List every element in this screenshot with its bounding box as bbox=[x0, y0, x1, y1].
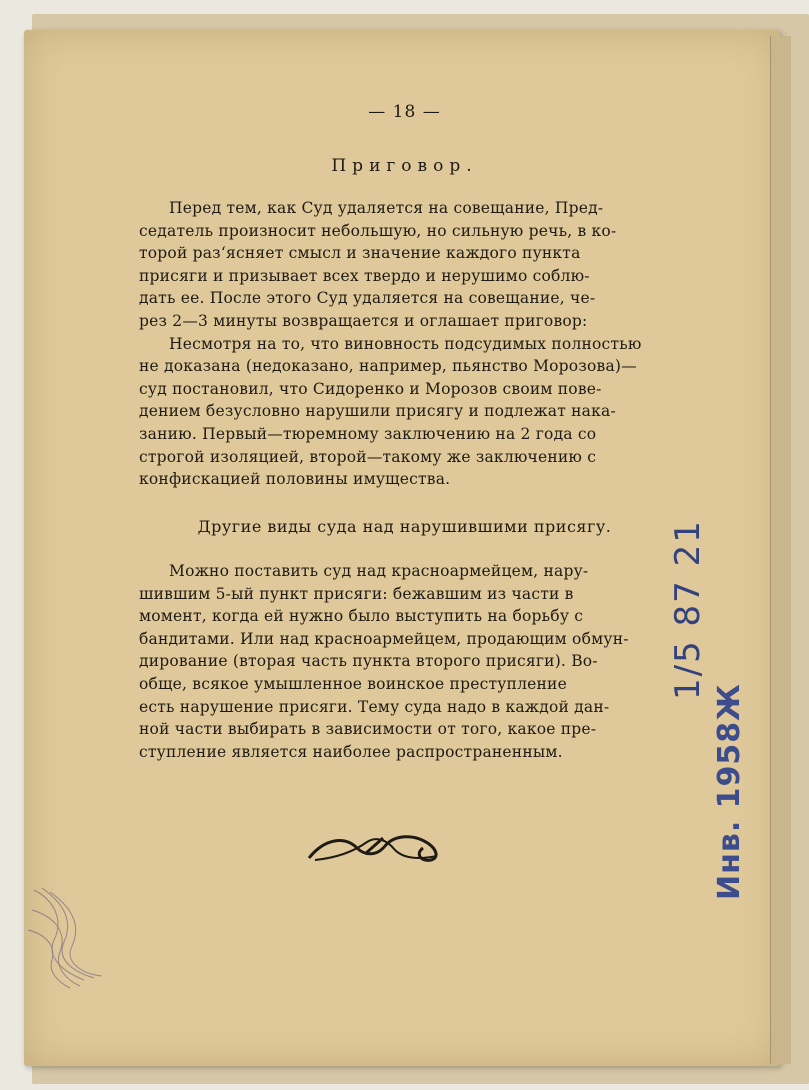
page-edge bbox=[770, 36, 791, 1064]
text-line: рез 2—3 минуты возвращается и оглашает приговор: bbox=[139, 311, 588, 330]
text-line: торой раз‘ясняет смысл и значение каждого пункта bbox=[139, 244, 581, 263]
paragraph-other-trials bbox=[139, 560, 659, 763]
ink-smudge bbox=[24, 880, 114, 990]
text-line: присяги и призывает всех твердо и нерушимо соблю- bbox=[139, 266, 590, 285]
text-line: Можно поставить суд над красноармейцем, нару- bbox=[169, 562, 589, 580]
text-line: бандитами. Или над красноармейцем, продающим обмун- bbox=[139, 629, 629, 648]
text-line: момент, когда ей нужно было выступить на борьбу с bbox=[139, 607, 584, 626]
paragraph-verdict bbox=[139, 197, 659, 491]
text-line: есть нарушение присяги. Тему суда надо в каждой дан- bbox=[139, 697, 610, 716]
heading-other-trials: Другие виды суда над нарушившими присягу. bbox=[197, 517, 612, 536]
text-line: Перед тем, как Суд удаляется на совещание, Пред- bbox=[169, 199, 604, 217]
ornament-icon bbox=[305, 828, 445, 866]
text-line: шившим 5-ый пункт присяги: бежавшим из части в bbox=[139, 584, 574, 603]
text-line: ной части выбирать в зависимости от того, какое пре- bbox=[139, 720, 597, 739]
text-line: суд постановил, что Сидоренко и Морозов своим пове- bbox=[139, 379, 602, 398]
text-line: не доказана (недоказано, например, пьянство Морозова)— bbox=[139, 357, 637, 376]
text-line: строгой изоляцией, второй—такому же заключению с bbox=[139, 447, 597, 466]
handwritten-number: 1/5 87 21 bbox=[668, 519, 708, 700]
inventory-stamp: Инв. 1958Ж bbox=[712, 683, 747, 900]
text-line: занию. Первый—тюремному заключению на 2 года со bbox=[139, 424, 597, 443]
text-line: обще, всякое умышленное воинское преступление bbox=[139, 674, 567, 693]
text-line: Несмотря на то, что виновность подсудимых полностью bbox=[169, 334, 642, 353]
text-line: дирование (вторая часть пункта второго присяги). Во- bbox=[139, 652, 598, 671]
text-line: конфискацией половины имущества. bbox=[139, 470, 451, 489]
text-line: седатель произносит небольшую, но сильную речь, в ко- bbox=[139, 221, 617, 240]
text-line: дением безусловно нарушили присягу и подлежат нака- bbox=[139, 402, 616, 421]
book-page bbox=[24, 30, 780, 1066]
page-number: — 18 — bbox=[368, 102, 441, 122]
text-line: ступление является наиболее распространенным. bbox=[139, 742, 563, 761]
text-line: дать ее. После этого Суд удаляется на совещание, че- bbox=[139, 289, 596, 308]
heading-verdict: Приговор. bbox=[331, 156, 478, 176]
